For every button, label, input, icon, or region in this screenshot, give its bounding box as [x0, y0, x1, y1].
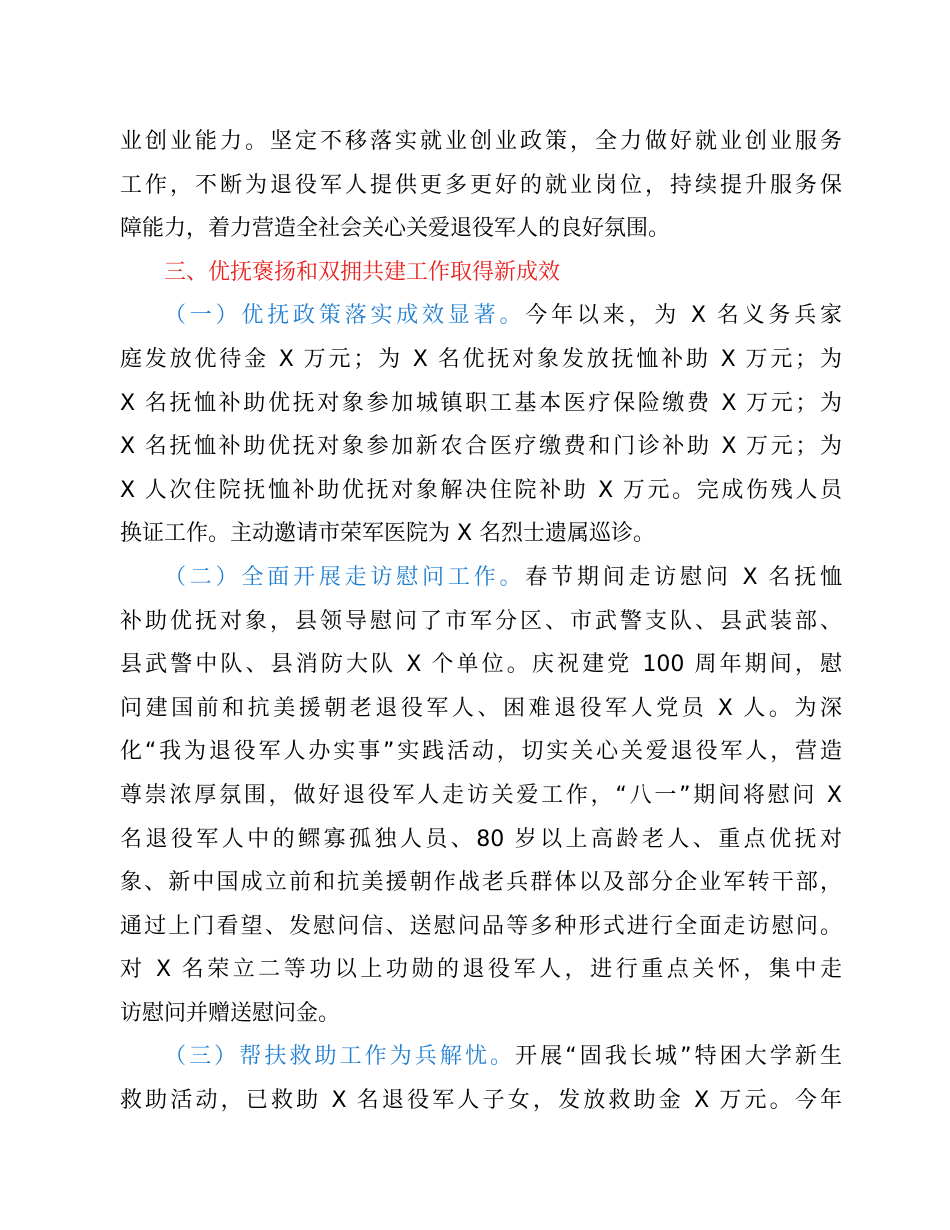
paragraph-line: 救助活动，已救助 X 名退役军人子女，发放救助金 X 万元。今年 [120, 1088, 842, 1114]
subsection-first-line [120, 294, 842, 338]
paragraph-line: 补助优抚对象，县领导慰问了市军分区、市武警支队、县武装部、 [120, 608, 842, 634]
paragraph-line: X 名抚恤补助优抚对象参加城镇职工基本医疗保险缴费 X 万元；为 [120, 390, 842, 416]
subsection-first-line [120, 556, 842, 600]
paragraph-line: 障能力，着力营造全社会关心关爱退役军人的良好氛围。 [120, 216, 671, 242]
paragraph-line: 对 X 名荣立二等功以上功勋的退役军人，进行重点关怀，集中走 [120, 957, 842, 983]
subsection-first-line [120, 1035, 842, 1079]
section-heading: 三、优抚褒扬和双拥共建工作取得新成效 [164, 259, 561, 285]
paragraph-line: X 名抚恤补助优抚对象参加新农合医疗缴费和门诊补助 X 万元；为 [120, 434, 842, 460]
paragraph-line: 访慰问并赠送慰问金。 [120, 1000, 341, 1026]
paragraph-line: 名退役军人中的鳏寡孤独人员、80 岁以上高龄老人、重点优抚对 [120, 826, 842, 852]
paragraph-line: 业创业能力。坚定不移落实就业创业政策，全力做好就业创业服务 [120, 129, 842, 154]
paragraph-text: 今年以来，为 X 名义务兵家 [525, 303, 842, 329]
paragraph-text: 春节期间走访慰问 X 名抚恤 [525, 564, 842, 590]
paragraph-line: 庭发放优待金 X 万元；为 X 名优抚对象发放抚恤补助 X 万元；为 [120, 346, 842, 372]
subsection-title: （三）帮扶救助工作为兵解忧。 [164, 1044, 516, 1070]
paragraph-line: 工作，不断为退役军人提供更多更好的就业岗位，持续提升服务保 [120, 172, 842, 198]
subsection-title: （一）优抚政策落实成效显著。 [164, 303, 526, 329]
paragraph-line: 问建国前和抗美援朝老退役军人、困难退役军人党员 X 人。为深 [120, 695, 842, 721]
paragraph-line: 象、新中国成立前和抗美援朝作战老兵群体以及部分企业军转干部， [120, 870, 842, 896]
paragraph-line: 换证工作。主动邀请市荣军医院为 X 名烈士遗属巡诊。 [120, 521, 656, 547]
paragraph-line: X 人次住院抚恤补助优抚对象解决住院补助 X 万元。完成伤残人员 [120, 477, 842, 503]
paragraph-line: 县武警中队、县消防大队 X 个单位。庆祝建党 100 周年期间，慰 [120, 652, 842, 678]
paragraph-line: 化“我为退役军人办实事”实践活动，切实关心关爱退役军人，营造 [120, 739, 842, 765]
document-page [120, 120, 842, 1123]
paragraph-text: 开展“固我长城”特困大学新生 [515, 1044, 842, 1070]
paragraph-line: 通过上门看望、发慰问信、送慰问品等多种形式进行全面走访慰问。 [120, 913, 842, 939]
subsection-title: （二）全面开展走访慰问工作。 [164, 564, 526, 590]
paragraph-line: 尊崇浓厚氛围，做好退役军人走访关爱工作，“八一”期间将慰问 X [120, 782, 842, 808]
